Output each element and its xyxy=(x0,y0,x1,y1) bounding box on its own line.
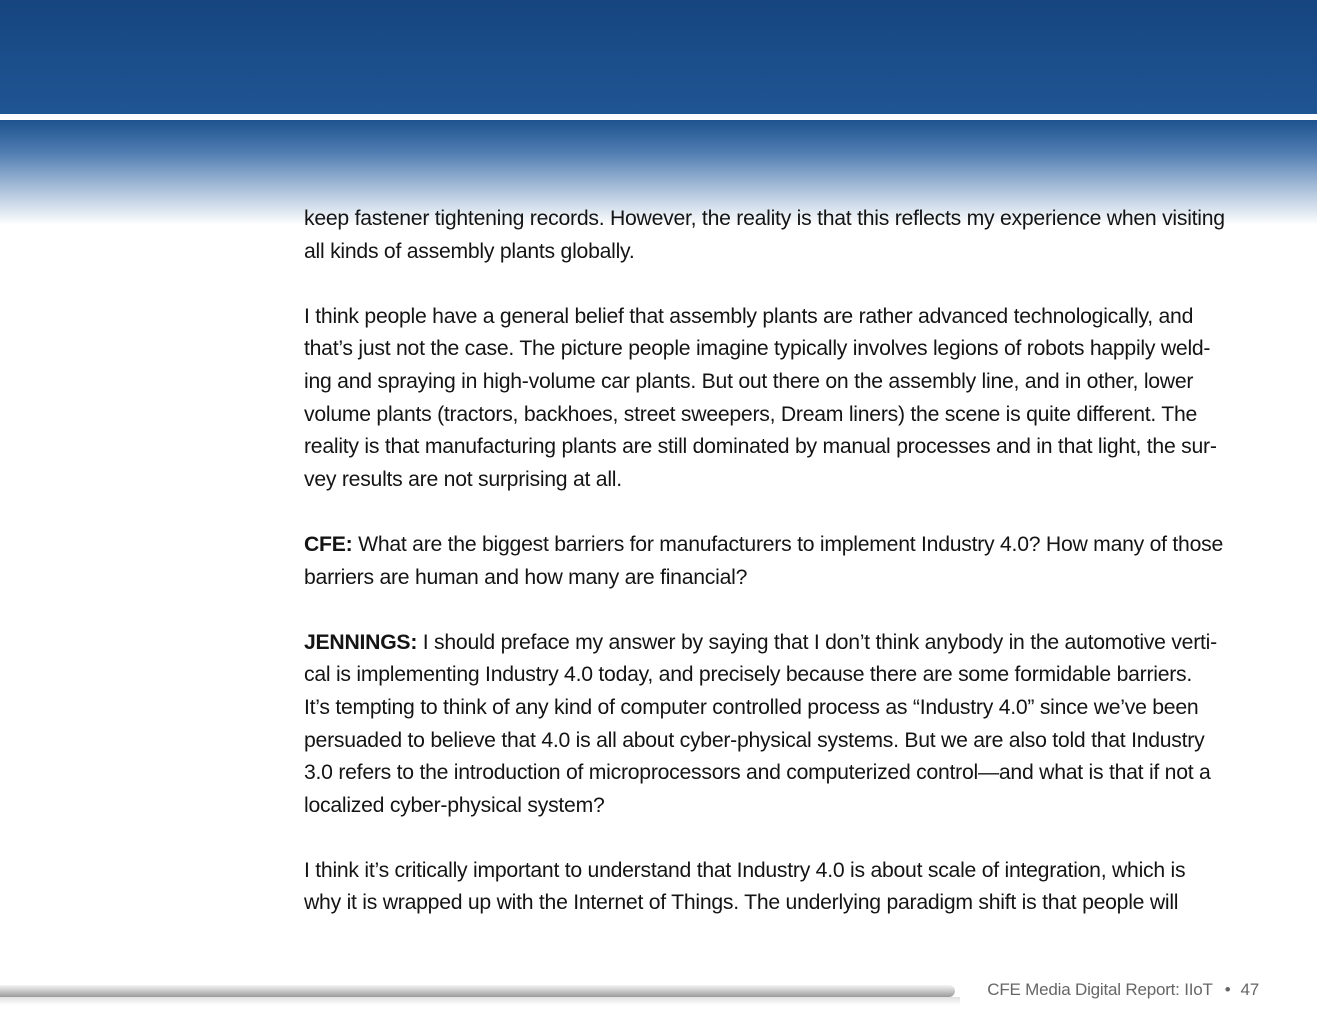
text-fragment: I should preface my answer by saying that I don’t think anybody in the automotive verti- xyxy=(417,630,1217,654)
text-line: It’s tempting to think of any kind of computer controlled process as “Industry 4.0” since we’ve been xyxy=(304,695,1199,719)
text-line xyxy=(304,529,1264,562)
text-line: reality is that manufacturing plants are still dominated by manual processes and in that light, the sur- xyxy=(304,435,1217,459)
text-line: I think people have a general belief that assembly plants are rather advanced technologically, and xyxy=(304,304,1194,328)
page-footer xyxy=(987,980,1259,1000)
text-line: localized cyber-physical system? xyxy=(304,793,605,817)
interview-answer xyxy=(304,627,1264,823)
article-body xyxy=(304,203,1264,920)
speaker-label: JENNINGS: xyxy=(304,630,418,654)
header-band xyxy=(0,0,1317,114)
text-line: barriers are human and how many are financial? xyxy=(304,565,748,589)
text-line: keep fastener tightening records. However, the reality is that this reflects my experience when visiting xyxy=(304,207,1225,230)
text-line: volume plants (tractors, backhoes, street sweepers, Dream liners) the scene is quite different. The xyxy=(304,402,1198,426)
text-line: that’s just not the case. The picture people imagine typically involves legions of robots happily weld- xyxy=(304,337,1211,361)
text-line: why it is wrapped up with the Internet of Things. The underlying paradigm shift is that people will xyxy=(304,891,1179,915)
paragraph xyxy=(304,301,1264,497)
footer-bullet: • xyxy=(1224,980,1231,999)
paragraph xyxy=(304,203,1264,268)
footer-rule-shadow xyxy=(0,997,960,1005)
speaker-label: CFE: xyxy=(304,532,353,556)
text-line: all kinds of assembly plants globally. xyxy=(304,239,635,263)
text-line: vey results are not surprising at all. xyxy=(304,467,622,491)
paragraph xyxy=(304,855,1264,920)
footer-rule xyxy=(0,985,955,997)
text-line: persuaded to believe that 4.0 is all about cyber-physical systems. But we are also told that Industry xyxy=(304,728,1205,752)
text-fragment: What are the biggest barriers for manufacturers to implement Industry 4.0? How many of those xyxy=(352,532,1224,556)
text-line: ing and spraying in high-volume car plants. But out there on the assembly line, and in other, lower xyxy=(304,369,1194,393)
interview-question xyxy=(304,529,1264,594)
text-line: cal is implementing Industry 4.0 today, and precisely because there are some formidable barriers. xyxy=(304,663,1193,687)
text-line: 3.0 refers to the introduction of microprocessors and computerized control—and what is that if not a xyxy=(304,761,1211,785)
page-number: 47 xyxy=(1240,980,1259,999)
text-line xyxy=(304,627,1264,660)
text-line: I think it’s critically important to understand that Industry 4.0 is about scale of integration, which is xyxy=(304,858,1186,882)
footer-title: CFE Media Digital Report: IIoT xyxy=(987,980,1213,999)
